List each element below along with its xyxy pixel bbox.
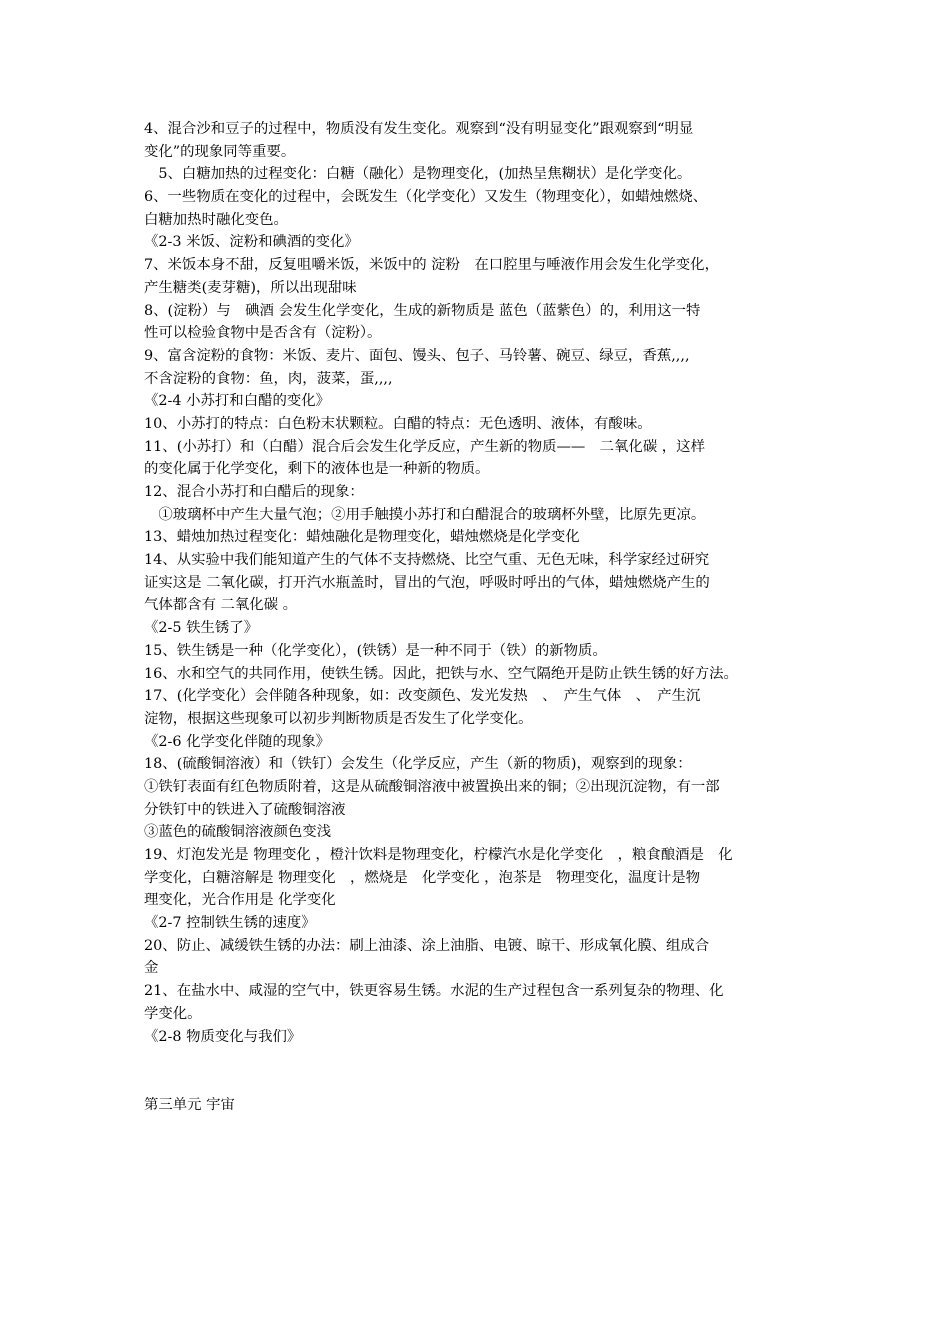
- text-line: 5、白糖加热的过程变化：白糖（融化）是物理变化，(加热呈焦糊状）是化学变化。: [144, 166, 692, 183]
- text-line: 变化”的现象同等重要。: [144, 143, 296, 160]
- text-line: 13、蜡烛加热过程变化：蜡烛融化是物理变化，蜡烛燃烧是化学变化: [144, 529, 580, 546]
- text-line: 金: [144, 960, 159, 977]
- text-line: 证实这是 二氧化碳，打开汽水瓶盖时，冒出的气泡，呼吸时呼出的气体，蜡烛燃烧产生的: [144, 574, 710, 591]
- text-line: 学变化。: [144, 1005, 202, 1022]
- text-line: 气体都含有 二氧化碳 。: [144, 597, 298, 614]
- text-line: ①玻璃杯中产生大量气泡；②用手触摸小苏打和白醋混合的玻璃杯外壁，比原先更凉。: [144, 506, 706, 523]
- text-line: 理变化，光合作用是 化学变化: [144, 892, 336, 909]
- document-body: [144, 118, 812, 1116]
- text-line: ③蓝色的硫酸铜溶液颜色变浅: [144, 824, 332, 841]
- text-line: 11、(小苏打）和（白醋）混合后会发生化学反应，产生新的物质—— 二氧化碳 ，这样: [144, 438, 705, 455]
- text-line: 性可以检验食物中是否含有（淀粉）。: [144, 325, 382, 342]
- text-line: 10、小苏打的特点：白色粉末状颗粒。白醋的特点：无色透明、液体，有酸味。: [144, 415, 652, 432]
- text-line: 学变化，白糖溶解是 物理变化 ，燃烧是 化学变化 ，泡茶是 物理变化，温度计是物: [144, 869, 700, 886]
- text-line: 12、混合小苏打和白醋后的现象：: [144, 484, 364, 500]
- text-line: 7、米饭本身不甜，反复咀嚼米饭，米饭中的 淀粉 在口腔里与唾液作用会发生化学变化，: [144, 257, 719, 274]
- text-line: 白糖加热时融化变色。: [144, 211, 288, 228]
- text-line: ①铁钉表面有红色物质附着，这是从硫酸铜溶液中被置换出来的铜；②出现沉淀物，有一部: [144, 778, 720, 795]
- text-line: 9、富含淀粉的食物：米饭、麦片、面包、馒头、包子、马铃薯、碗豆、绿豆，香蕉,,,,: [144, 347, 690, 364]
- text-line: 20、防止、减缓铁生锈的办法：刷上油漆、涂上油脂、电镀、晾干、形成氧化膜、组成合: [144, 937, 710, 954]
- text-line: 19、灯泡发光是 物理变化 ，橙汁饮料是物理变化，柠檬汽水是化学变化 ，粮食酿酒是 化: [144, 847, 733, 863]
- text-line: 分铁钉中的铁进入了硫酸铜溶液: [144, 801, 346, 818]
- section-heading: 《2-3 米饭、淀粉和碘酒的变化》: [144, 234, 359, 251]
- text-line: 产生糖类(麦芽糖)，所以出现甜味: [144, 279, 357, 296]
- section-heading: 《2-7 控制铁生锈的速度》: [144, 915, 316, 932]
- text-line: 14、从实验中我们能知道产生的气体不支持燃烧、比空气重、无色无味，科学家经过研究: [144, 552, 710, 569]
- unit-heading: 第三单元 宇宙: [144, 1096, 235, 1113]
- section-heading: 《2-5 铁生锈了》: [144, 620, 259, 637]
- text-line: 17、(化学变化）会伴随各种现象，如：改变颜色、发光发热 、 产生气体 、 产生沉: [144, 688, 701, 705]
- text-line: 6、一些物质在变化的过程中，会既发生（化学变化）又发生（物理变化），如蜡烛燃烧、: [144, 189, 708, 206]
- text-line: 18、(硫酸铜溶液）和（铁钉）会发生（化学反应，产生（新的物质)，观察到的现象：: [144, 756, 692, 773]
- blank-space: [144, 1048, 812, 1093]
- text-line: 的变化属于化学变化，剩下的液体也是一种新的物质。: [144, 461, 490, 478]
- text-line: 淀物，根据这些现象可以初步判断物质是否发生了化学变化。: [144, 710, 533, 727]
- text-line: 16、水和空气的共同作用，使铁生锈。因此，把铁与水、空气隔绝开是防止铁生锈的好方法。: [144, 665, 738, 682]
- section-heading: 《2-4 小苏打和白醋的变化》: [144, 393, 331, 410]
- text-line: 4、混合沙和豆子的过程中，物质没有发生变化。观察到“没有明显变化”跟观察到“明显: [144, 121, 694, 137]
- text-line: 不含淀粉的食物：鱼，肉，菠菜，蛋,,,,: [144, 370, 393, 387]
- section-heading: 《2-8 物质变化与我们》: [144, 1028, 302, 1045]
- text-line: 8、(淀粉）与 碘酒 会发生化学变化，生成的新物质是 蓝色（蓝紫色）的，利用这一特: [144, 302, 701, 319]
- section-heading: 《2-6 化学变化伴随的现象》: [144, 733, 331, 750]
- text-line: 21、在盐水中、咸湿的空气中，铁更容易生锈。水泥的生产过程包含一系列复杂的物理、化: [144, 983, 724, 1000]
- text-line: 15、铁生锈是一种（化学变化），(铁锈）是一种不同于（铁）的新物质。: [144, 642, 607, 659]
